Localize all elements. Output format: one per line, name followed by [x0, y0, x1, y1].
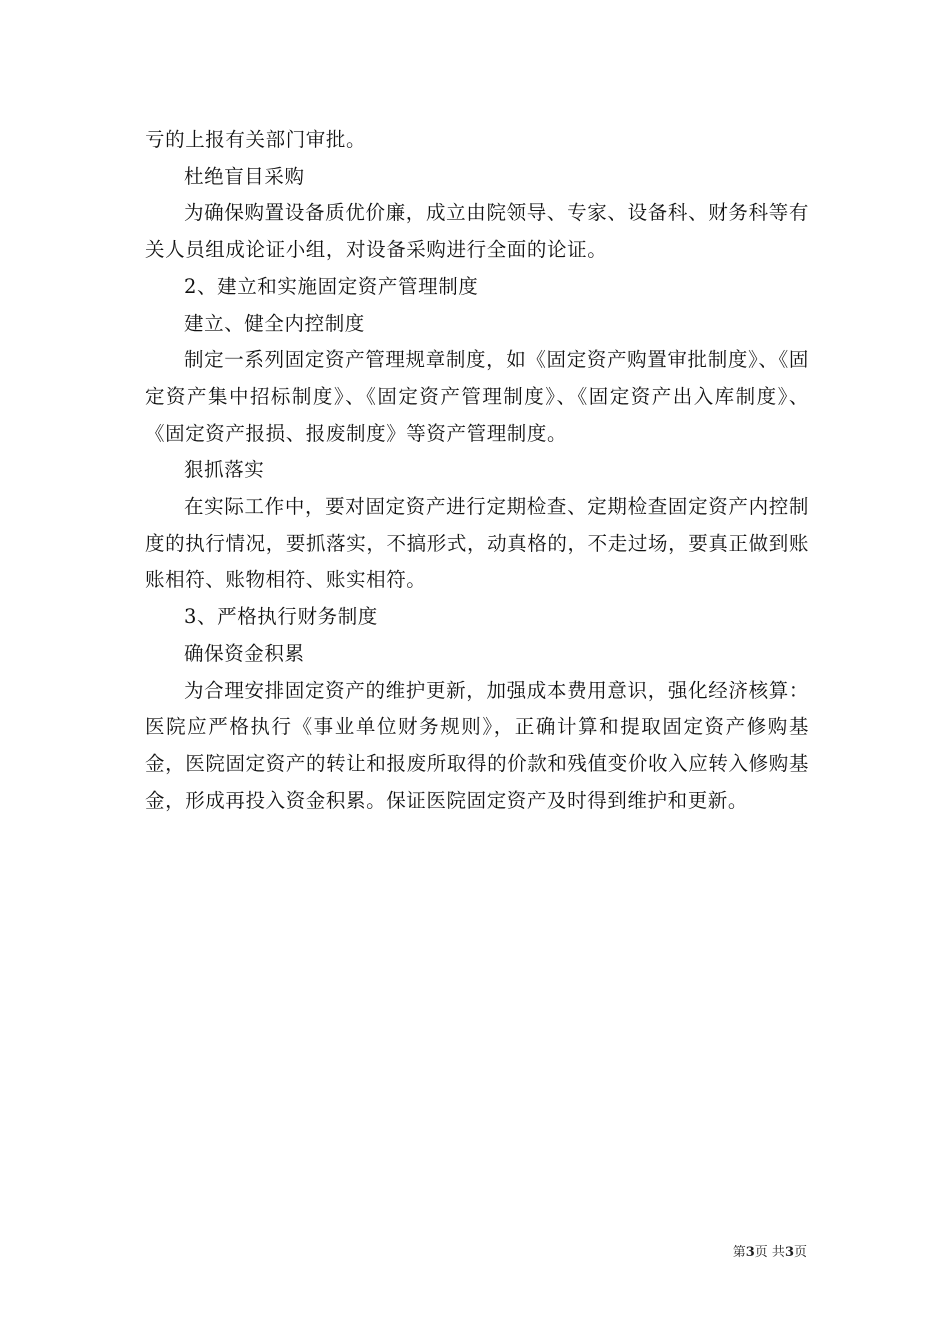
- footer-total-pages: 3: [784, 1245, 794, 1260]
- footer-middle: 页 共: [754, 1245, 785, 1260]
- page-footer: [733, 1244, 807, 1262]
- paragraph-1: 亏的上报有关部门审批。: [145, 128, 367, 151]
- heading-fund-accumulation: 确保资金积累: [184, 641, 305, 665]
- footer-prefix: 第: [732, 1245, 746, 1260]
- paragraph-8: 在实际工作中，要对固定资产进行定期检查、定期检查固定资产内控制度的执行情况，要抓落实，不搞形式，动真格的，不走过场，要真正做到账账相符、账物相符、账实相符。: [145, 495, 809, 592]
- paragraph-6: 制定一系列固定资产管理规章制度，如《固定资产购置审批制度》、《固定资产集中招标制度》、《固定资产管理制度》、《固定资产出入库制度》、《固定资产报损、报废制度》等资产管理制度。: [145, 348, 809, 445]
- document-body: [145, 122, 809, 819]
- heading-section-2: 2、建立和实施固定资产管理制度: [184, 274, 479, 298]
- paragraph-11: 为合理安排固定资产的维护更新，加强成本费用意识，强化经济核算：医院应严格执行《事业单位财务规则》，正确计算和提取固定资产修购基金，医院固定资产的转让和报废所取得的价款和残值变价收入应转入修购基金，形成再投入资金积累。保证医院固定资产及时得到维护和更新。: [145, 678, 809, 812]
- footer-current-page: 3: [745, 1245, 755, 1260]
- heading-implementation: 狠抓落实: [184, 458, 265, 482]
- heading-section-3: 3、严格执行财务制度: [184, 605, 378, 629]
- footer-suffix: 页: [793, 1245, 807, 1260]
- paragraph-3: 为确保购置设备质优价廉，成立由院领导、专家、设备科、财务科等有关人员组成论证小组，对设备采购进行全面的论证。: [145, 201, 809, 262]
- heading-internal-control: 建立、健全内控制度: [184, 311, 365, 335]
- heading-avoid-blind-purchase: 杜绝盲目采购: [184, 164, 305, 188]
